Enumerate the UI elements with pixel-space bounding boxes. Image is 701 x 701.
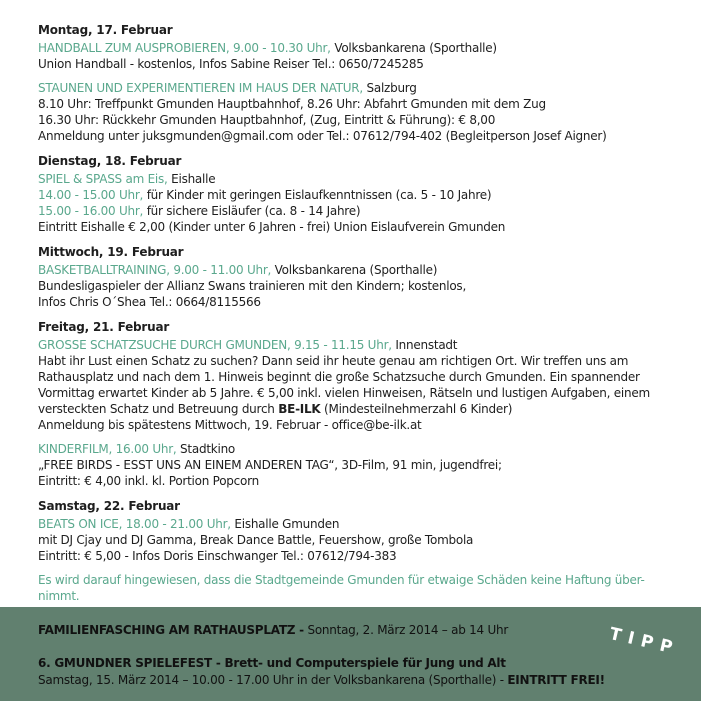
event-venue: Eishalle Gmunden	[230, 517, 340, 531]
event	[38, 40, 678, 72]
event-line: mit DJ Cjay und DJ Gamma, Break Dance Battle, Feuershow, große Tombola	[38, 533, 474, 547]
tipp-content	[38, 622, 605, 689]
event-line: Anmeldung bis spätestens Mittwoch, 19. Februar - office@be-ilk.at	[38, 418, 422, 432]
event-time: 15.00 - 16.00 Uhr,	[38, 204, 144, 218]
event-line: „FREE BIRDS - ESST UNS AN EINEM ANDEREN TAG“, 3D-Film, 91 min, jugendfrei;	[38, 458, 502, 472]
tipp-item-highlight: EINTRITT FREI!	[507, 673, 605, 687]
event-title: GROSSE SCHATZSUCHE DURCH GMUNDEN, 9.15 - 11.15 Uhr,	[38, 338, 392, 352]
day-heading: Freitag, 21. Februar	[38, 320, 170, 334]
event-line: Vormittag erwartet Kinder ab 5 Jahre. € 5,00 inkl. vielen Hinweisen, Rätseln und lustigen Aufgaben, einem	[38, 386, 650, 400]
event-line: Eintritt: € 5,00 - Infos Doris Einschwanger Tel.: 07612/794-383	[38, 549, 397, 563]
note-line: Es wird darauf hingewiesen, dass die Stadtgemeinde Gmunden für etwaige Schäden keine Haftung über-	[38, 573, 645, 587]
event-title: BASKETBALLTRAINING, 9.00 - 11.00 Uhr,	[38, 263, 272, 277]
event	[38, 337, 678, 433]
day-heading: Mittwoch, 19. Februar	[38, 245, 184, 259]
organizer-name: BE-ILK	[278, 402, 321, 416]
event	[38, 262, 678, 310]
event	[38, 441, 678, 489]
event-title: SPIEL & SPASS am Eis,	[38, 172, 168, 186]
event-venue: Volksbankarena (Sporthalle)	[330, 41, 497, 55]
event-title: STAUNEN UND EXPERIMENTIEREN IM HAUS DER NATUR,	[38, 81, 363, 95]
event-title: KINDERFILM, 16.00 Uhr,	[38, 442, 177, 456]
event-line: versteckten Schatz und Betreuung durch	[38, 402, 279, 416]
program-list	[38, 22, 678, 604]
event-line: Habt ihr Lust einen Schatz zu suchen? Dann seid ihr heute genau am richtigen Ort. Wir treffen uns am	[38, 354, 629, 368]
tipp-item-title: 6. GMUNDNER SPIELEFEST - Brett- und Computerspiele für Jung und Alt	[38, 656, 506, 670]
liability-note	[38, 572, 678, 604]
event	[38, 516, 678, 564]
event-line: Bundesligaspieler der Allianz Swans trainieren mit den Kindern; kostenlos,	[38, 279, 467, 293]
event	[38, 80, 678, 144]
event-time: 14.00 - 15.00 Uhr,	[38, 188, 144, 202]
tipp-label: TIPP	[607, 624, 682, 660]
event-line: für sichere Eisläufer (ca. 8 - 14 Jahre)	[143, 204, 361, 218]
event-venue: Stadtkino	[176, 442, 236, 456]
event-venue: Volksbankarena (Sporthalle)	[271, 263, 438, 277]
event-line: Eintritt Eishalle € 2,00 (Kinder unter 6 Jahren - frei) Union Eislaufverein Gmunden	[38, 220, 506, 234]
event-line: 8.10 Uhr: Treffpunkt Gmunden Hauptbahnhof, 8.26 Uhr: Abfahrt Gmunden mit dem Zug	[38, 97, 546, 111]
event-line: (Mindesteilnehmerzahl 6 Kinder)	[320, 402, 513, 416]
event	[38, 171, 678, 235]
event-line: 16.30 Uhr: Rückkehr Gmunden Hauptbahnhof, (Zug, Eintritt & Führung): € 8,00	[38, 113, 496, 127]
event-venue: Salzburg	[362, 81, 417, 95]
note-line: nimmt.	[38, 589, 80, 603]
day-heading: Montag, 17. Februar	[38, 23, 173, 37]
event-line: Eintritt: € 4,00 inkl. kl. Portion Popcorn	[38, 474, 259, 488]
event-line: Rathausplatz und nach dem 1. Hinweis beginnt die große Schatzsuche durch Gmunden. Ein spannender	[38, 370, 640, 384]
event-line: für Kinder mit geringen Eislaufkenntnissen (ca. 5 - 10 Jahre)	[143, 188, 492, 202]
event-title: HANDBALL ZUM AUSPROBIEREN, 9.00 - 10.30 Uhr,	[38, 41, 331, 55]
tipp-box	[0, 607, 701, 701]
event-venue: Innenstadt	[391, 338, 458, 352]
day-heading: Samstag, 22. Februar	[38, 499, 180, 513]
tipp-item-text: Samstag, 15. März 2014 – 10.00 - 17.00 Uhr in der Volksbankarena (Sporthalle) -	[38, 673, 508, 687]
tipp-item-text: Sonntag, 2. März 2014 – ab 14 Uhr	[303, 623, 509, 637]
event-line: Union Handball - kostenlos, Infos Sabine Reiser Tel.: 0650/7245285	[38, 57, 424, 71]
event-venue: Eishalle	[167, 172, 216, 186]
event-line: Infos Chris O´Shea Tel.: 0664/8115566	[38, 295, 261, 309]
day-heading: Dienstag, 18. Februar	[38, 154, 182, 168]
event-title: BEATS ON ICE, 18.00 - 21.00 Uhr,	[38, 517, 231, 531]
tipp-item-title: FAMILIENFASCHING AM RATHAUSPLATZ -	[38, 623, 304, 637]
event-line: Anmeldung unter juksgmunden@gmail.com oder Tel.: 07612/794-402 (Begleitperson Josef Aigner)	[38, 129, 607, 143]
